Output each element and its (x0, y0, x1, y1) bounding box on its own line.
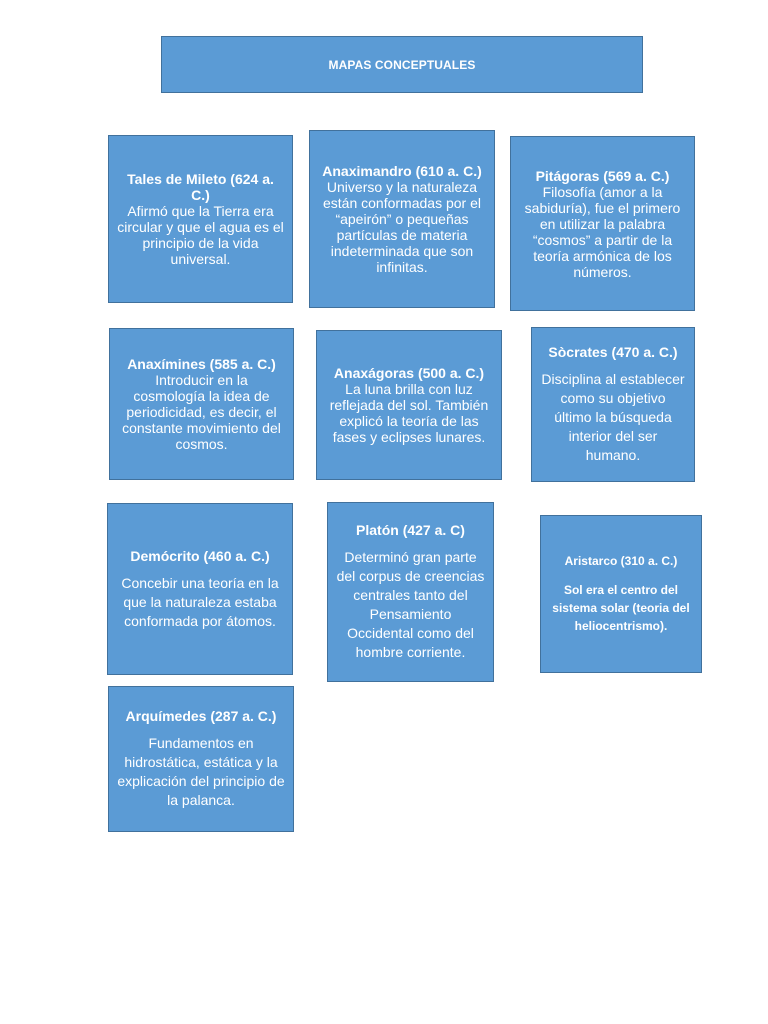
card-text: Sol era el centro del sistema solar (teoria del heliocentrismo). (552, 583, 690, 633)
concept-card-aristarco (540, 515, 702, 673)
card-text: Afirmó que la Tierra era circular y que el agua es el principio de la vida universal. (117, 203, 284, 267)
card-title: Anaxágoras (500 a. C.) (333, 365, 485, 381)
card-title: Pitágoras (569 a. C.) (535, 167, 670, 184)
map-title-box (161, 36, 643, 93)
concept-card-socrates (531, 327, 695, 482)
concept-card-arquimedes (108, 686, 294, 832)
card-text: Disciplina al establecer como su objetivo último la búsqueda interior del ser humano. (541, 371, 685, 463)
concept-card-pitagoras (510, 136, 695, 311)
card-text: Universo y la naturaleza están conformadas por el “apeirón” o pequeñas partículas de materia indeterminada que son infinitas. (323, 179, 481, 275)
card-title: Sòcrates (470 a. C.) (548, 344, 678, 360)
concept-card-anaxagoras (316, 330, 502, 480)
card-title: Aristarco (310 a. C.) (564, 554, 678, 568)
card-text: Determinó gran parte del corpus de creencias centrales tanto del Pensamiento Occidental como del hombre corriente. (336, 549, 485, 660)
card-text: Fundamentos en hidrostática, estática y la explicación del principio de la palanca. (117, 735, 285, 808)
concept-card-anaximandro (309, 130, 495, 308)
card-title: Tales de Mileto (624 a. C.) (127, 171, 274, 203)
card-title: Demócrito (460 a. C.) (130, 547, 270, 564)
concept-card-platon (327, 502, 494, 682)
card-text: Introducir en la cosmología la idea de periodicidad, es decir, el constante movimiento del cosmos. (122, 372, 281, 452)
card-title: Platón (427 a. C) (356, 522, 465, 538)
concept-card-democrito (107, 503, 293, 675)
card-title: Anaximandro (610 a. C.) (322, 163, 482, 179)
concept-card-tales (108, 135, 293, 303)
card-title: Anaxímines (585 a. C.) (127, 356, 276, 372)
concept-card-anaximines (109, 328, 294, 480)
card-title: Arquímedes (287 a. C.) (125, 708, 277, 724)
card-text: Filosofía (amor a la sabiduría), fue el primero en utilizar la palabra “cosmos” a partir de la teoría armónica de los números. (524, 183, 681, 280)
card-text: Concebir una teoría en la que la naturaleza estaba conformada por átomos. (121, 574, 279, 629)
map-title: MAPAS CONCEPTUALES (328, 57, 476, 72)
card-text: La luna brilla con luz reflejada del sol. También explicó la teoría de las fases y eclipses lunares. (329, 381, 489, 445)
